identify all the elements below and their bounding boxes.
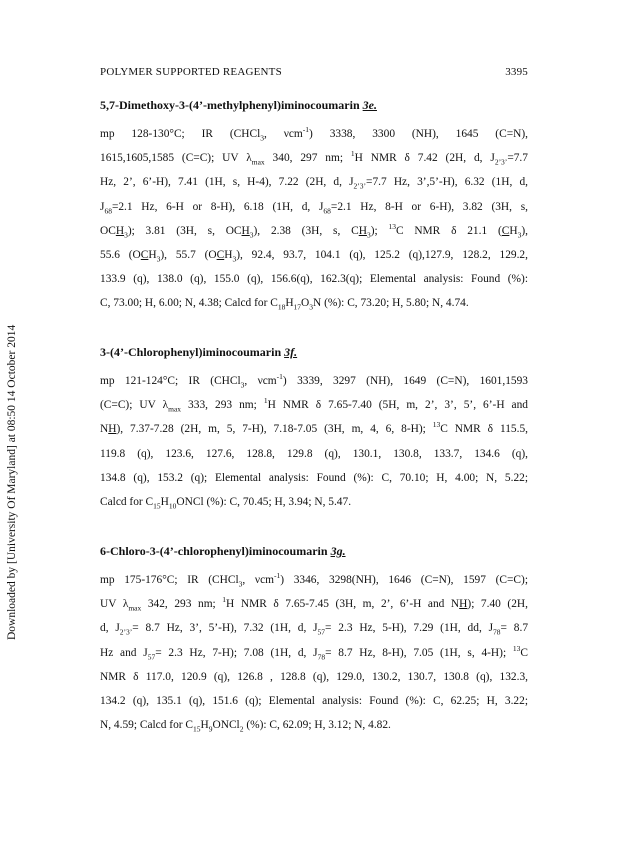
text-line: mp 121-124°C; IR (CHCl$_3$, νcm$^{-1}$) 3339, 3297 (NH), 1649 (C=N), 1601,1593 (100, 372, 528, 390)
running-head-title: POLYMER SUPPORTED REAGENTS (100, 66, 282, 78)
text-line: (C=C); UV $\lambda_{max}$ 333, 293 nm; $^1$H NMR δ 7.65-7.40 (5H, m, 2’, 3’, 5’, 6’-H and (100, 396, 528, 414)
text-line: mp 175-176°C; IR (CHCl$_3$, νcm$^{-1}$) 3346, 3298(NH), 1646 (C=N), 1597 (C=C); (100, 571, 528, 589)
download-watermark: Downloaded by [University Of Maryland] at 08:50 14 October 2014 (6, 324, 18, 640)
text-line: Hz and $J_{57}= 2.3$ Hz, 7-H); 7.08 (1H, d, $J_{78}= 8.7$ Hz, 8-H), 7.05 (1H, s, 4-H); $^{13}$C (100, 643, 528, 661)
text-line: 134.2 (q), 135.1 (q), 151.6 (q); Elemental analysis: Found (%): C, 62.25; H, 3.22; (100, 695, 528, 708)
text-line: mp 128-130°C; IR (CHCl$_3$, νcm$^{-1}$) 3338, 3300 (NH), 1645 (C=N), (100, 125, 528, 143)
text-line: UV $\lambda_{max}$ 342, 293 nm; $^1$H NMR δ 7.65-7.45 (3H, m, 2’, 6’-H and NH); 7.40 (2H, (100, 595, 528, 613)
text-line: 134.8 (q), 153.2 (q); Elemental analysis: Found (%): C, 70.10; H, 4.00; N, 5.22; (100, 471, 528, 484)
text-line: d, $J_{2’3’}= 8.7$ Hz, 3’, 5’-H), 7.32 (1H, d, $J_{57}= 2.3$ Hz, 5-H), 7.29 (1H, dd, $J_{78}= 8.7$ (100, 622, 529, 637)
compound-heading (100, 345, 528, 360)
compound-heading (100, 544, 528, 559)
text-line: 1615,1605,1585 (C=C); UV $\lambda_{max}$ 340, 297 nm; $^1$H NMR δ 7.42 (2H, d, $J_{2’3’}=7.7$ (100, 149, 528, 167)
compound-name: 3-(4’-Chlorophenyl)iminocoumarin (100, 345, 285, 359)
text-line: Hz, 2’, 6’-H), 7.41 (1H, s, H-4), 7.22 (2H, d, $J_{2’3’}=7.7$ Hz, 3’,5’-H), 6.32 (1H, d, (100, 176, 528, 191)
compound-data (100, 369, 528, 514)
text-line: 133.9 (q), 138.0 (q), 155.0 (q), 156.6(q), 162.3(q); Elemental analysis: Found (%): (100, 273, 528, 286)
compound-label: 3f. (284, 345, 298, 359)
page-number: 3395 (505, 66, 528, 78)
compound-name: 5,7-Dimethoxy-3-(4’-methylphenyl)iminocoumarin (100, 98, 363, 112)
compound-name: 6-Chloro-3-(4’-chlorophenyl)iminocoumarin (100, 544, 331, 558)
compound-entry-3f (100, 345, 528, 514)
text-line: C, 73.00; H, 6.00; N, 4.38; Calcd for $C_{18}H_{17}O_3N$ (%): C, 73.20; H, 5.80; N, 4.74. (100, 297, 469, 312)
text-line: N, 4.59; Calcd for $C_{15}H_9ONCl_2$ (%): C, 62.09; H, 3.12; N, 4.82. (100, 719, 391, 734)
compound-label: 3e. (362, 98, 377, 112)
compound-data (100, 122, 528, 316)
text-line: 55.6 $(OCH_3)$, 55.7 $(OCH_3)$, 92.4, 93.7, 104.1 (q), 125.2 (q),127.9, 128.2, 129.2, (100, 249, 528, 264)
text-line: 119.8 (q), 123.6, 127.6, 128.8, 129.8 (q), 130.1, 130.8, 133.7, 134.6 (q), (100, 447, 528, 460)
text-line: $J_{68}=2.1$ Hz, 6-H or 8-H), 6.18 (1H, d, $J_{68}=2.1$ Hz, 8-H or 6-H), 3.82 (3H, s, (100, 200, 528, 215)
text-line: Calcd for $C_{15}H_{10}ONCl$ (%): C, 70.45; H, 3.94; N, 5.47. (100, 496, 352, 511)
compound-label: 3g. (330, 544, 346, 558)
compound-entry-3e (100, 98, 528, 316)
text-line: NMR δ 117.0, 120.9 (q), 126.8 , 128.8 (q), 129.0, 130.2, 130.7, 130.8 (q), 132.3, (100, 670, 528, 683)
compound-heading (100, 98, 528, 113)
compound-entry-3g (100, 544, 528, 737)
text-line: $OCH_3$); 3.81 (3H, s, $OCH_3$), 2.38 (3H, s, $CH_3$); $^{13}$C NMR δ 21.1 $(CH_3)$, (100, 222, 528, 240)
compound-data (100, 568, 528, 737)
text-line: NH), 7.37-7.28 (2H, m, 5, 7-H), 7.18-7.05 (3H, m, 4, 6, 8-H); $^{13}$C NMR δ 115.5, (100, 420, 528, 436)
